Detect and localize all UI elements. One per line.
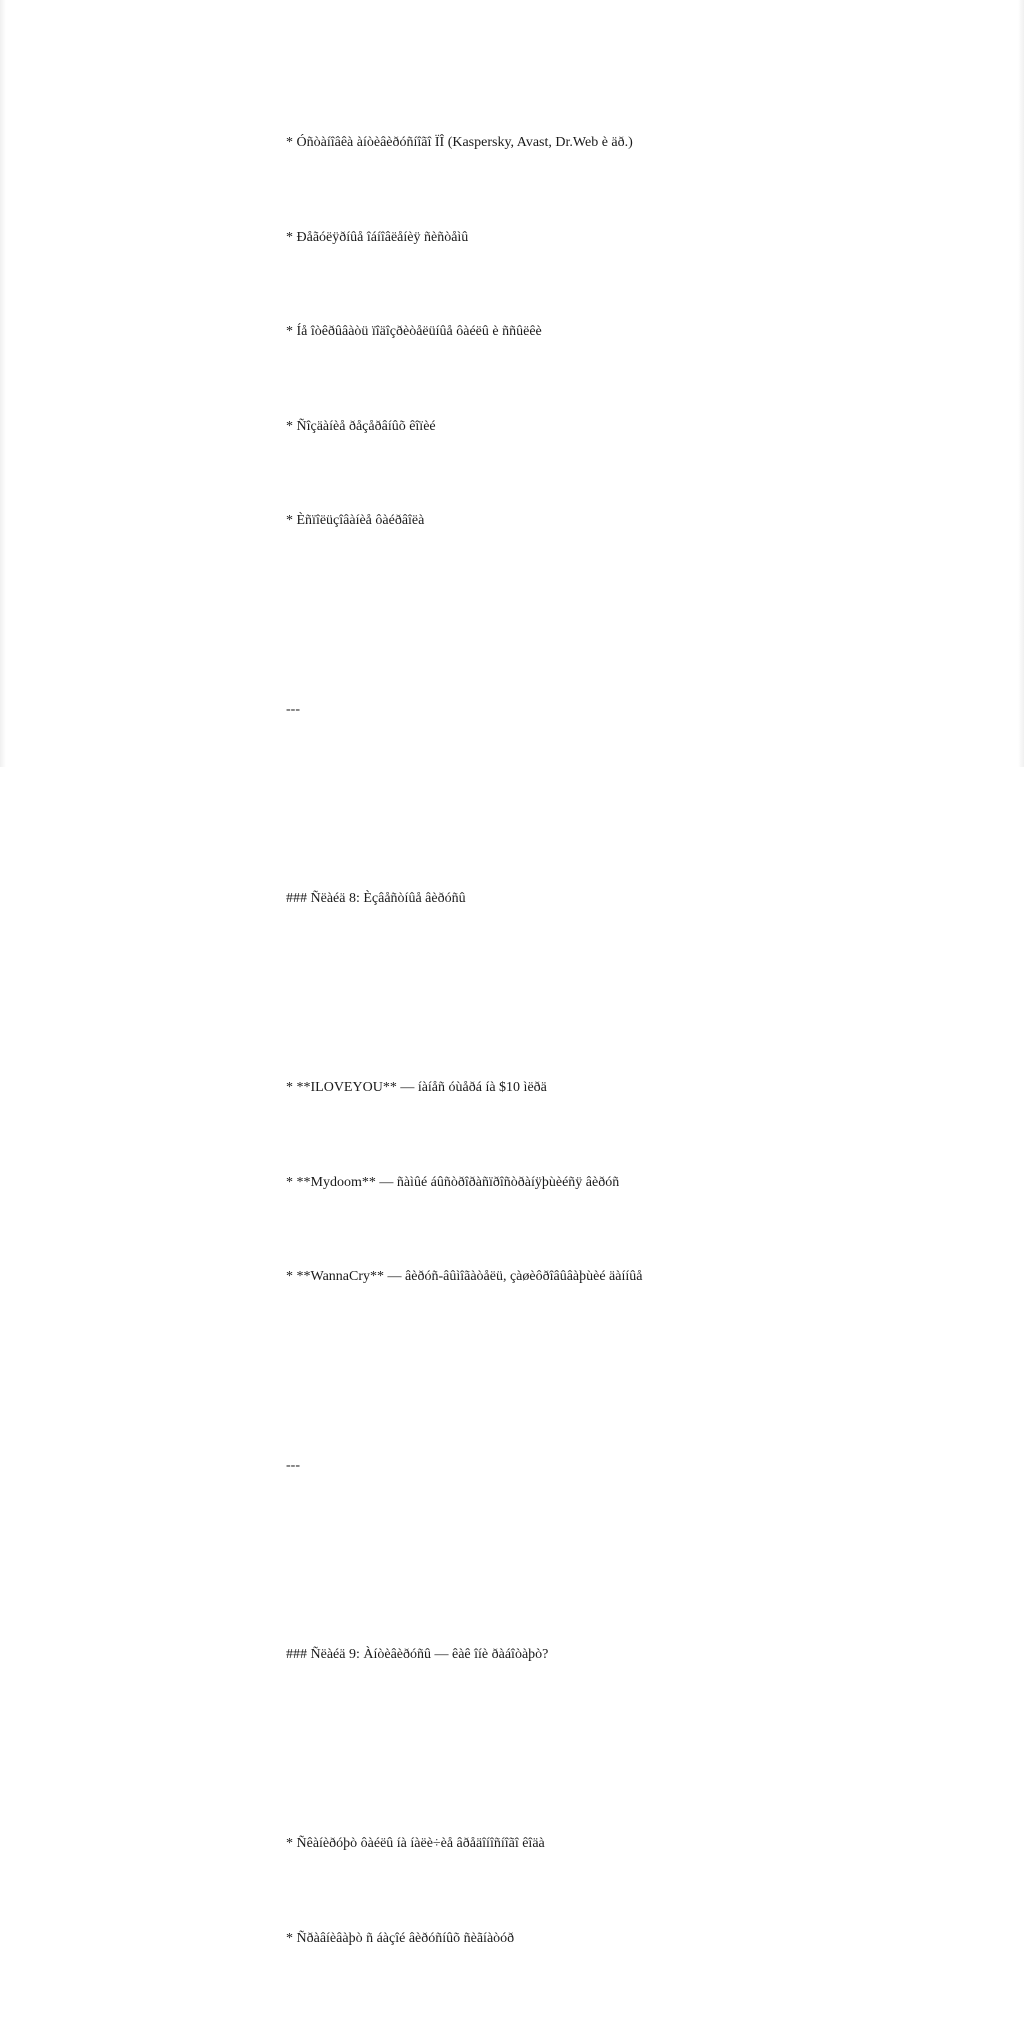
bullet-mydoom: * **Mydoom** — ñàìûé áûñòðîðàñïðîñòðàíÿþùèéñÿ âèðóñ	[286, 1174, 620, 1190]
page-edge-left	[0, 0, 6, 767]
bullet-wannacry: * **WannaCry** — âèðóñ-âûìîãàòåëü, çàøèôðîâûâàþùèé äàííûå	[286, 1269, 643, 1284]
bullet-iloveyou: * **ILOVEYOU** — íàíåñ óùåðá íà $10 ìëðä	[286, 1080, 547, 1095]
bullet-scan-files: * Ñêàíèðóþò ôàéëû íà íàëè÷èå âðåäîíîñíîãî êîäà	[286, 1836, 545, 1851]
document-text	[286, 64, 986, 2017]
bullet-backups: * Ñîçäàíèå ðåçåðâíûõ êîïèé	[286, 418, 436, 434]
blank-line	[286, 1356, 986, 1388]
blank-line	[286, 1734, 986, 1766]
blank-line	[286, 789, 986, 821]
page-edge-right	[1018, 0, 1024, 767]
separator: ---	[286, 702, 300, 717]
bullet-firewall: * Èñïîëüçîâàíèå ôàéðâîëà	[286, 513, 425, 528]
slide-8-heading: ### Ñëàéä 8: Èçâåñòíûå âèðóñû	[286, 891, 466, 906]
blank-line	[286, 1545, 986, 1577]
slide-9-heading: ### Ñëàéä 9: Àíòèâèðóñû — êàê îíè ðàáîòàþò?	[286, 1647, 549, 1662]
blank-line	[286, 978, 986, 1010]
bullet-system-updates: * Ðåãóëÿðíûå îáíîâëåíèÿ ñèñòåìû	[286, 229, 469, 245]
blank-line	[286, 600, 986, 632]
separator: ---	[286, 1458, 300, 1473]
bullet-signature-compare: * Ñðàâíèâàþò ñ áàçîé âèðóñíûõ ñèãíàòóð	[286, 1930, 515, 1946]
bullet-antivirus-install: * Óñòàíîâêà àíòèâèðóñíîãî ÏÎ (Kaspersky, Avast, Dr.Web è äð.)	[286, 135, 633, 150]
bullet-suspicious-files: * Íå îòêðûâàòü ïîäîçðèòåëüíûå ôàéëû è ññûëêè	[286, 324, 542, 339]
